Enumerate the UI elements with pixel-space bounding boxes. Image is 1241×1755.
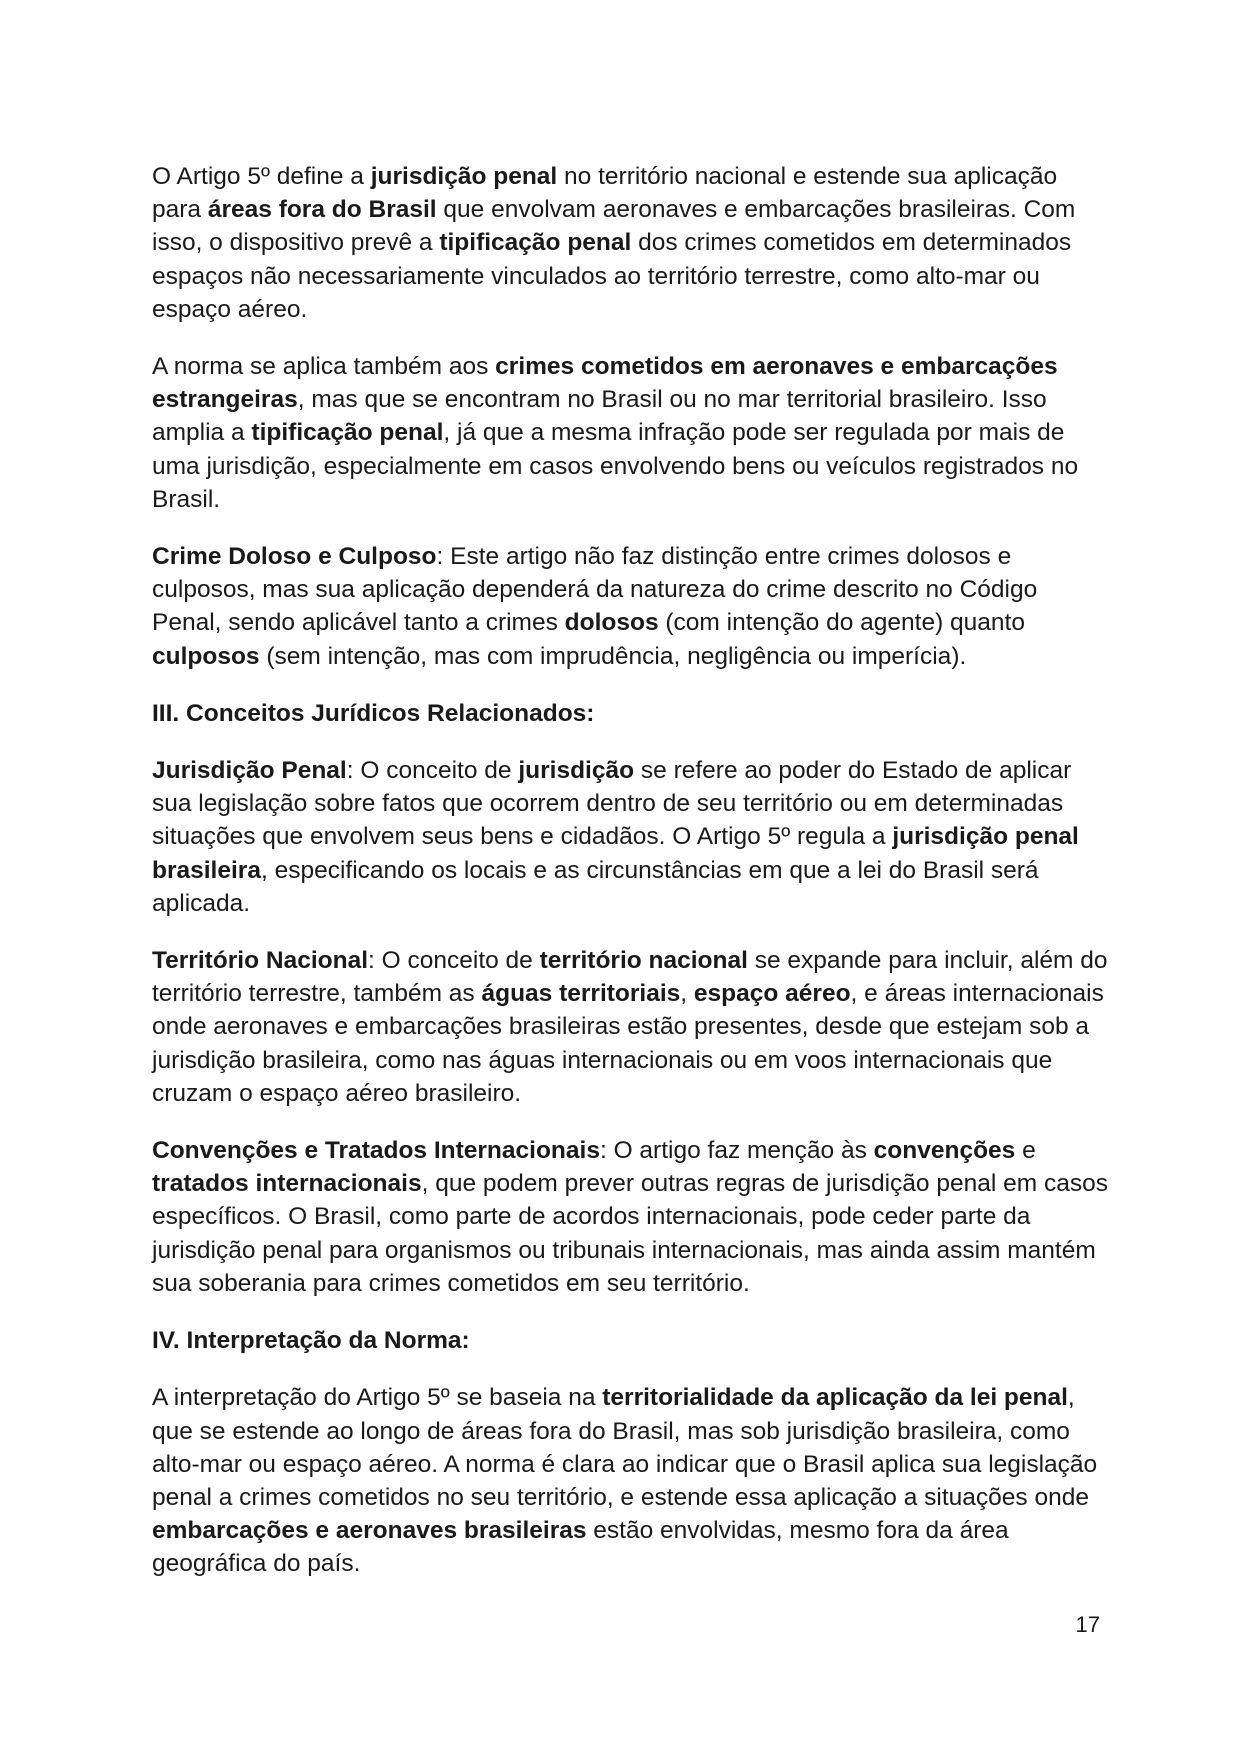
bold-text: dolosos [564,609,659,637]
text-run: : O conceito de [346,757,519,785]
bold-text: tipificação penal [439,229,632,257]
bold-text: crimes cometidos em aeronaves e embarcações estrangeiras [152,353,1058,414]
paragraph [152,1381,1112,1580]
paragraph [152,1134,1112,1300]
bold-text: embarcações e aeronaves brasileiras [152,1517,587,1545]
text-run: , mas que se encontram no Brasil ou no mar territorial brasileiro. Isso amplia a [152,386,1047,447]
section-heading: III. Conceitos Jurídicos Relacionados: [152,699,595,727]
bold-text: territorialidade da aplicação da lei penal [602,1384,1068,1412]
text-run: , especificando os locais e as circunstâncias em que a lei do Brasil será aplicada. [152,856,1039,917]
bold-text: Território Nacional [152,947,369,975]
bold-text: jurisdição penal brasileira [152,823,1079,884]
text-run: se expande para incluir, além do território terrestre, também as [152,947,1108,1008]
text-run: no território nacional e estende sua aplicação para [152,163,1058,224]
bold-text: Crime Doloso e Culposo [152,543,437,571]
text-run: : Este artigo não faz distinção entre crimes dolosos e culposos, mas sua aplicação dependerá da natureza do crime descrito no Código Penal, sendo aplicável tanto a crimes [152,543,1038,637]
bold-text: espaço aéreo [693,980,851,1008]
text-run: A interpretação do Artigo 5º se baseia na [152,1384,603,1412]
text-run: (sem intenção, mas com imprudência, negligência ou imperícia). [259,642,967,670]
text-run: se refere ao poder do Estado de aplicar sua legislação sobre fatos que ocorrem dentro de seu território ou em determinadas situações que envolvem seus bens e cidadãos. O Artigo 5º regula a [152,757,1072,851]
text-run: , já que a mesma infração pode ser regulada por mais de uma jurisdição, especialmente em casos envolvendo bens ou veículos registrados no Brasil. [152,419,1079,513]
paragraph [152,540,1112,673]
text-run: , que podem prever outras regras de jurisdição penal em casos específicos. O Brasil, como parte de acordos internacionais, pode ceder parte da jurisdição penal para organismos ou tribunais internacionais, mas ainda assim mantém sua soberania para crimes cometidos em seu território. [152,1170,1108,1297]
text-run: , [680,980,694,1008]
text-run: e [1015,1137,1036,1165]
text-run: O Artigo 5º define a [152,163,371,190]
bold-text: culposos [152,642,260,670]
section-heading: IV. Interpretação da Norma: [152,1327,470,1355]
document-body [152,160,1112,1605]
paragraph [152,350,1112,516]
bold-text: convenções [873,1137,1016,1165]
bold-text: jurisdição penal [370,163,558,190]
text-run: estão envolvidas, mesmo fora da área geográfica do país. [152,1517,1009,1578]
bold-text: jurisdição [518,757,635,785]
bold-text: tratados internacionais [152,1170,422,1198]
paragraph [152,754,1112,920]
bold-text: Convenções e Tratados Internacionais [152,1137,600,1165]
bold-text: tipificação penal [251,419,444,447]
bold-text: áreas fora do Brasil [207,196,437,224]
paragraph [152,944,1112,1110]
text-run: que envolvam aeronaves e embarcações brasileiras. Com isso, o dispositivo prevê a [152,196,1076,257]
text-run: : O artigo faz menção às [599,1137,874,1165]
text-run: : O conceito de [368,947,540,975]
bold-text: território nacional [539,947,748,975]
text-run: dos crimes cometidos em determinados espaços não necessariamente vinculados ao território terrestre, como alto-mar ou espaço aéreo. [152,229,1072,323]
page-number: 17 [1075,1612,1100,1637]
text-run: , e áreas internacionais onde aeronaves e embarcações brasileiras estão presentes, desde que estejam sob a jurisdição brasileira, como nas águas internacionais ou em voos internacionais que cruzam o espaço aéreo brasileiro. [152,980,1104,1107]
text-run: (com intenção do agente) quanto [658,609,1025,637]
bold-text: águas territoriais [481,980,681,1008]
text-run: , que se estende ao longo de áreas fora do Brasil, mas sob jurisdição brasileira, como alto-mar ou espaço aéreo. A norma é clara ao indicar que o Brasil aplica sua legislação penal a crimes cometidos no seu território, e estende essa aplicação a situações onde [152,1384,1098,1511]
paragraph [152,160,1112,326]
text-run: A norma se aplica também aos [152,353,496,381]
bold-text: Jurisdição Penal [152,757,347,785]
